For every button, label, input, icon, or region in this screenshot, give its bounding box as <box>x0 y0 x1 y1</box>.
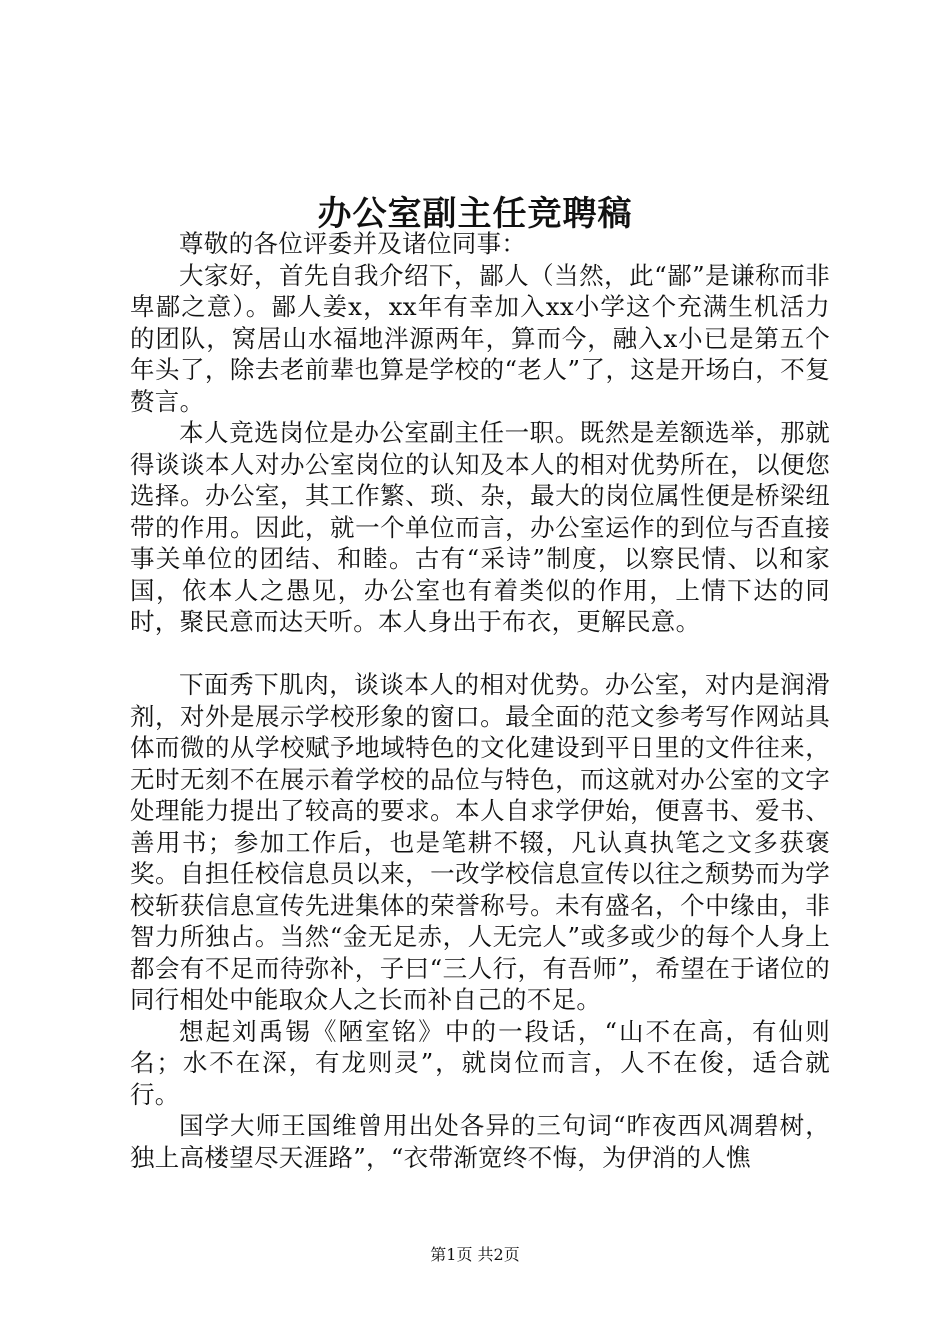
quote-paragraph: 想起刘禹锡《陋室铭》中的一段话，“山不在高，有仙则名；水不在深，有龙则灵”，就岗位而言，人不在俊，适合就行。 <box>130 1016 830 1109</box>
page-footer: 第1页 共2页 <box>430 1245 520 1264</box>
wang-guowei-paragraph: 国学大师王国维曾用出处各异的三句词“昨夜西风凋碧树，独上高楼望尽天涯路”，“衣带渐宽终不悔，为伊消的人憔 <box>130 1111 830 1172</box>
advantage-paragraph: 下面秀下肌肉，谈谈本人的相对优势。办公室，对内是润滑剂，对外是展示学校形象的窗口。最全面的范文参考写作网站具体而微的从学校赋予地域特色的文化建设到平日里的文件往来，无时无刻不在展示着学校的品位与特色，而这就对办公室的文字处理能力提出了较高的要求。本人自求学伊始，便喜书、爱书、善用书；参加工作后，也是笔耕不辍，凡认真执笔之文多获褒奖。自担任校信息员以来，一改学校信息宣传以往之颓势而为学校斩获信息宣传先进集体的荣誉称号。未有盛名，个中缘由，非智力所独占。当然“金无足赤，人无完人”或多或少的每个人身上都会有不足而待弥补，子曰“三人行，有吾师”，希望在于诸位的同行相处中能取众人之长而补自己的不足。 <box>130 670 830 1014</box>
intro-paragraph: 大家好，首先自我介绍下，鄙人（当然，此“鄙”是谦称而非卑鄙之意）。鄙人姜x，xx年有幸加入xx小学这个充满生机活力的团队，窝居山水福地泮源两年，算而今，融入x小已是第五个年头了，除去老前辈也算是学校的“老人”了，这是开场白，不复赘言。 <box>130 260 830 416</box>
document-title: 办公室副主任竞聘稿 <box>317 194 633 234</box>
position-paragraph: 本人竞选岗位是办公室副主任一职。既然是差额选举，那就得谈谈本人对办公室岗位的认知及本人的相对优势所在，以便您选择。办公室，其工作繁、琐、杂，最大的岗位属性便是桥梁纽带的作用。因此，就一个单位而言，办公室运作的到位与否直接事关单位的团结、和睦。古有“采诗”制度，以察民情、以和家国，依本人之愚见，办公室也有着类似的作用，上情下达的同时，聚民意而达天听。本人身出于布衣，更解民意。 <box>130 418 830 636</box>
document-body <box>130 228 830 1173</box>
salutation-paragraph: 尊敬的各位评委并及诸位同事： <box>179 229 527 258</box>
